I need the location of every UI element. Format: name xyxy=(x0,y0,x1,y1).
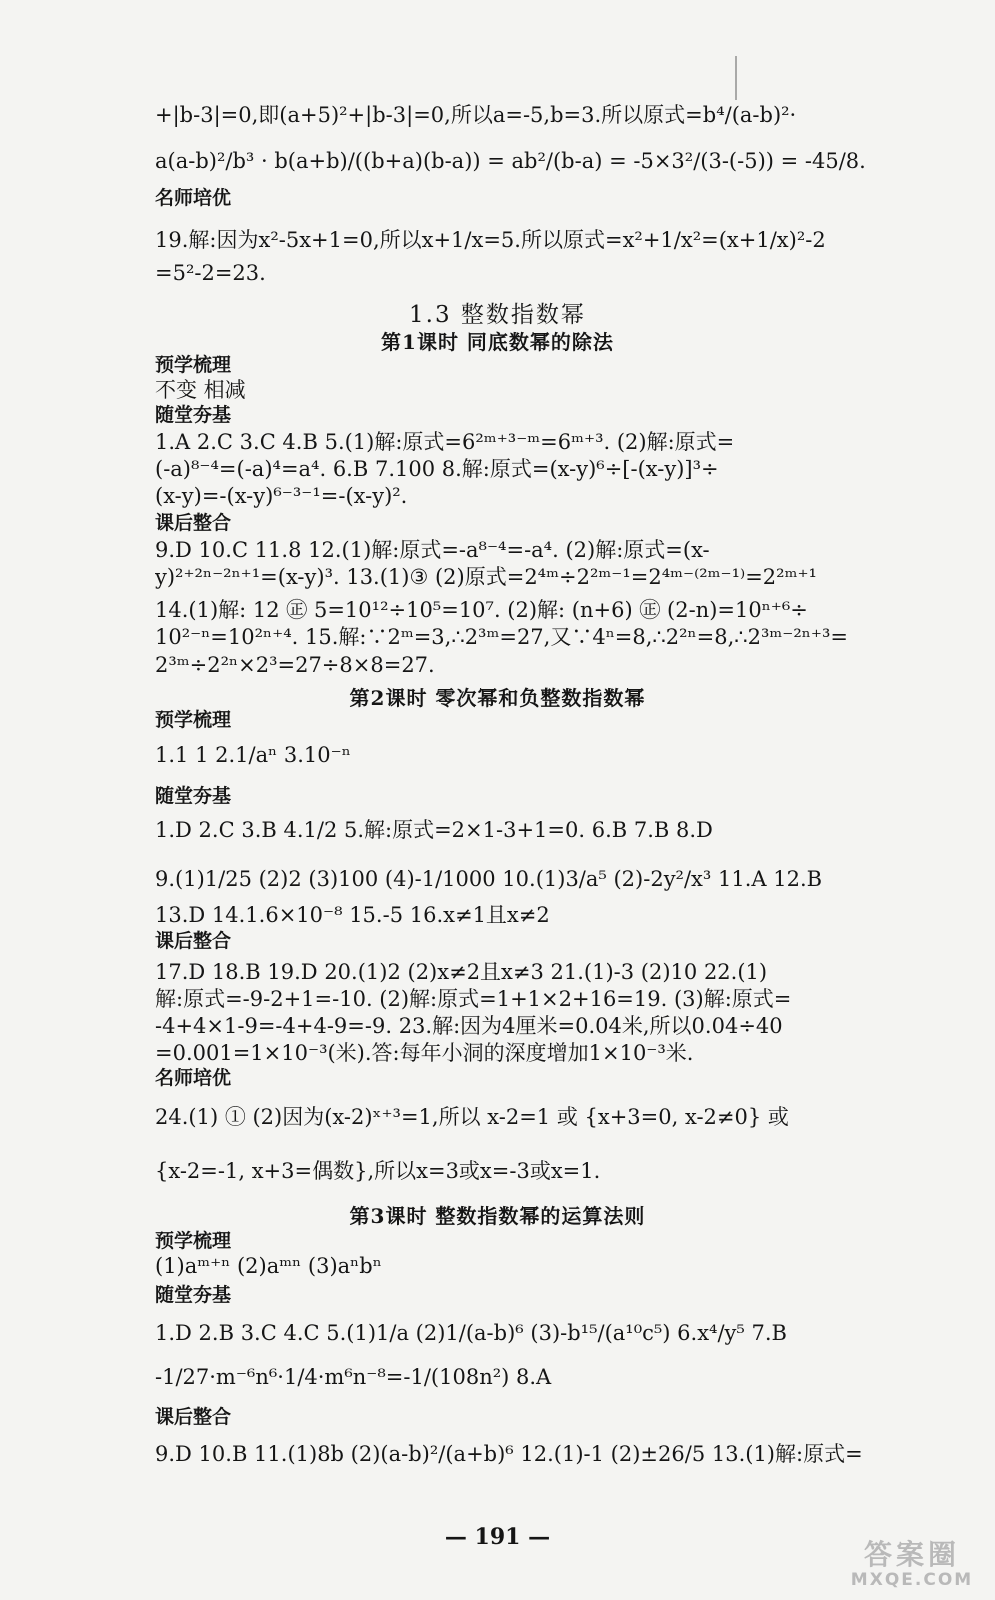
text-line: 24.(1) ① (2)因为(x-2)ˣ⁺³=1,所以 x-2=1 或 {x+3=0, x-2≠0} 或 xyxy=(155,1105,789,1129)
text-line: a(a-b)²/b³ · b(a+b)/((b+a)(b-a)) = ab²/(b-a) = -5×3²/(3-(-5)) = -45/8. xyxy=(155,149,866,173)
text-line: 13.D 14.1.6×10⁻⁸ 15.-5 16.x≠1且x≠2 xyxy=(155,903,550,927)
text-line: 1.1 1 2.1/aⁿ 3.10⁻ⁿ xyxy=(155,743,351,767)
page-number: — 191 — xyxy=(444,1524,551,1550)
text-line: 解:原式=-9-2+1=-10. (2)解:原式=1+1×2+16=19. (3)解:原式= xyxy=(155,987,792,1011)
scan-artifact xyxy=(735,56,737,100)
label-yuxue: 预学梳理 xyxy=(155,1230,232,1252)
section-title: 1.3 整数指数幂 xyxy=(409,302,586,328)
text-line: 17.D 18.B 19.D 20.(1)2 (2)x≠2且x≠3 21.(1)-3 (2)10 22.(1) xyxy=(155,960,768,984)
watermark-main: 答案圈 xyxy=(863,1538,960,1571)
text-line: =5²-2=23. xyxy=(155,261,266,285)
text-line: 14.(1)解: 12 ㊣ 5=10¹²÷10⁵=10⁷. (2)解: (n+6) ㊣ (2-n)=10ⁿ⁺⁶÷ xyxy=(155,598,808,622)
text-line: (x-y)=-(x-y)⁶⁻³⁻¹=-(x-y)². xyxy=(155,484,408,508)
label-suitang: 随堂夯基 xyxy=(155,404,232,426)
lesson-title-2: 第2课时 零次幂和负整数指数幂 xyxy=(349,686,646,710)
text-line: 1.D 2.B 3.C 4.C 5.(1)1/a (2)1/(a-b)⁶ (3)-b¹⁵/(a¹⁰c⁵) 6.x⁴/y⁵ 7.B xyxy=(155,1321,787,1345)
text-line: =0.001=1×10⁻³(米).答:每年小洞的深度增加1×10⁻³米. xyxy=(155,1041,694,1065)
text-line: (1)aᵐ⁺ⁿ (2)aᵐⁿ (3)aⁿbⁿ xyxy=(155,1254,382,1278)
text-line: 9.D 10.C 11.8 12.(1)解:原式=-a⁸⁻⁴=-a⁴. (2)解:原式=(x- xyxy=(155,538,710,562)
text-line: 1.D 2.C 3.B 4.1/2 5.解:原式=2×1-3+1=0. 6.B 7.B 8.D xyxy=(155,818,713,842)
text-line: (-a)⁸⁻⁴=(-a)⁴=a⁴. 6.B 7.100 8.解:原式=(x-y)⁶÷[-(x-y)]³÷ xyxy=(155,457,719,481)
label-mingshi: 名师培优 xyxy=(155,187,232,209)
text-line: 9.D 10.B 11.(1)8b (2)(a-b)²/(a+b)⁶ 12.(1)-1 (2)±26/5 13.(1)解:原式= xyxy=(155,1442,863,1466)
text-line: 10²⁻ⁿ=10²ⁿ⁺⁴. 15.解:∵2ᵐ=3,∴2³ᵐ=27,又∵4ⁿ=8,∴2²ⁿ=8,∴2³ᵐ⁻²ⁿ⁺³= xyxy=(155,625,848,649)
label-suitang: 随堂夯基 xyxy=(155,785,232,807)
label-mingshi: 名师培优 xyxy=(155,1067,232,1089)
text-line: {x-2=-1, x+3=偶数},所以x=3或x=-3或x=1. xyxy=(155,1159,601,1183)
lesson-title-1: 第1课时 同底数幂的除法 xyxy=(381,330,614,354)
text-line: -1/27·m⁻⁶n⁶·1/4·m⁶n⁻⁸=-1/(108n²) 8.A xyxy=(155,1365,552,1389)
label-yuxue: 预学梳理 xyxy=(155,709,232,731)
watermark-sub: MXQE.COM xyxy=(850,1570,974,1590)
text-line: 19.解:因为x²-5x+1=0,所以x+1/x=5.所以原式=x²+1/x²=(x+1/x)²-2 xyxy=(155,228,826,252)
label-kehou: 课后整合 xyxy=(155,930,232,952)
text-line: 2³ᵐ÷2²ⁿ×2³=27÷8×8=27. xyxy=(155,653,435,677)
text-line: 9.(1)1/25 (2)2 (3)100 (4)-1/1000 10.(1)3/a⁵ (2)-2y²/x³ 11.A 12.B xyxy=(155,867,823,891)
text-line: 1.A 2.C 3.C 4.B 5.(1)解:原式=6²ᵐ⁺³⁻ᵐ=6ᵐ⁺³. (2)解:原式= xyxy=(155,430,735,454)
text-line: 不变 相减 xyxy=(155,378,246,402)
label-kehou: 课后整合 xyxy=(155,1406,232,1428)
label-yuxue: 预学梳理 xyxy=(155,354,232,376)
label-kehou: 课后整合 xyxy=(155,512,232,534)
lesson-title-3: 第3课时 整数指数幂的运算法则 xyxy=(349,1204,646,1228)
text-line: +|b-3|=0,即(a+5)²+|b-3|=0,所以a=-5,b=3.所以原式=b⁴/(a-b)²· xyxy=(155,103,797,127)
text-line: y)²⁺²ⁿ⁻²ⁿ⁺¹=(x-y)³. 13.(1)③ (2)原式=2⁴ᵐ÷2²ᵐ⁻¹=2⁴ᵐ⁻⁽²ᵐ⁻¹⁾=2²ᵐ⁺¹ xyxy=(155,565,817,589)
text-line: -4+4×1-9=-4+4-9=-9. 23.解:因为4厘米=0.04米,所以0.04÷40 xyxy=(155,1014,783,1038)
watermark-logo xyxy=(837,1540,987,1596)
label-suitang: 随堂夯基 xyxy=(155,1284,232,1306)
